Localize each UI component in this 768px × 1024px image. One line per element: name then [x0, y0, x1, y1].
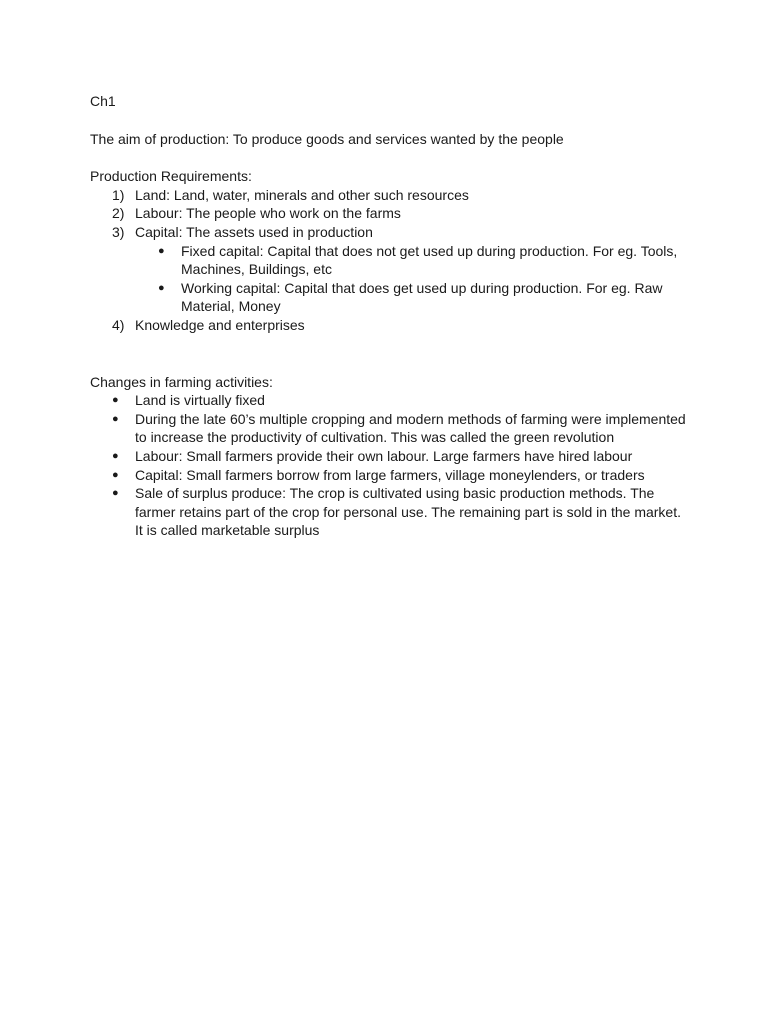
list-item-text: During the late 60’s multiple cropping and modern methods of farming were implemented to increase the productivity of cultivation. This was called the green revolution [135, 410, 686, 446]
document-page [90, 92, 690, 540]
list-number: 3) [112, 223, 125, 240]
list-item-text: Capital: Small farmers borrow from large farmers, village moneylenders, or traders [135, 466, 645, 483]
bullet-icon: ● [112, 449, 119, 462]
capital-sub-list [135, 242, 690, 316]
bullet-icon: ● [112, 468, 119, 481]
changes-title: Changes in farming activities: [90, 373, 273, 390]
list-item [90, 391, 690, 410]
list-item-text: Labour: Small farmers provide their own labour. Large farmers have hired labour [135, 447, 633, 464]
chapter-heading: Ch1 [90, 93, 116, 109]
list-item-text: Working capital: Capital that does get used up during production. For eg. Raw Material, Money [181, 279, 663, 315]
list-item [90, 186, 690, 205]
list-item-text: Sale of surplus produce: The crop is cultivated using basic production methods. The farmer retains part of the crop for personal use. The remaining part is sold in the market. It is called marketable surplus [135, 485, 681, 539]
bullet-icon: ● [158, 281, 165, 294]
list-item-text: Land is virtually fixed [135, 392, 265, 409]
list-item [90, 484, 690, 540]
list-item [90, 410, 690, 447]
list-number: 4) [112, 316, 125, 333]
requirements-title: Production Requirements: [90, 168, 252, 185]
list-item [90, 204, 690, 223]
changes-list [90, 391, 690, 540]
list-item-text: Labour: The people who work on the farms [135, 205, 401, 222]
list-item [90, 316, 690, 335]
list-item [90, 223, 690, 316]
bullet-icon: ● [158, 244, 165, 257]
list-number: 2) [112, 205, 125, 222]
aim-of-production: The aim of production: To produce goods and services wanted by the people [90, 130, 564, 147]
list-item-text: Land: Land, water, minerals and other such resources [135, 186, 469, 203]
list-item [90, 279, 690, 316]
list-number: 1) [112, 186, 125, 203]
list-item [90, 242, 690, 279]
list-item [90, 466, 690, 485]
bullet-icon: ● [112, 412, 119, 425]
bullet-icon: ● [112, 394, 119, 407]
list-item [90, 447, 690, 466]
requirements-list [90, 186, 690, 335]
bullet-icon: ● [112, 487, 119, 500]
list-item-text: Fixed capital: Capital that does not get used up during production. For eg. Tools, Machines, Buildings, etc [181, 242, 678, 278]
list-item-text: Capital: The assets used in production [135, 223, 373, 240]
list-item-text: Knowledge and enterprises [135, 316, 305, 333]
